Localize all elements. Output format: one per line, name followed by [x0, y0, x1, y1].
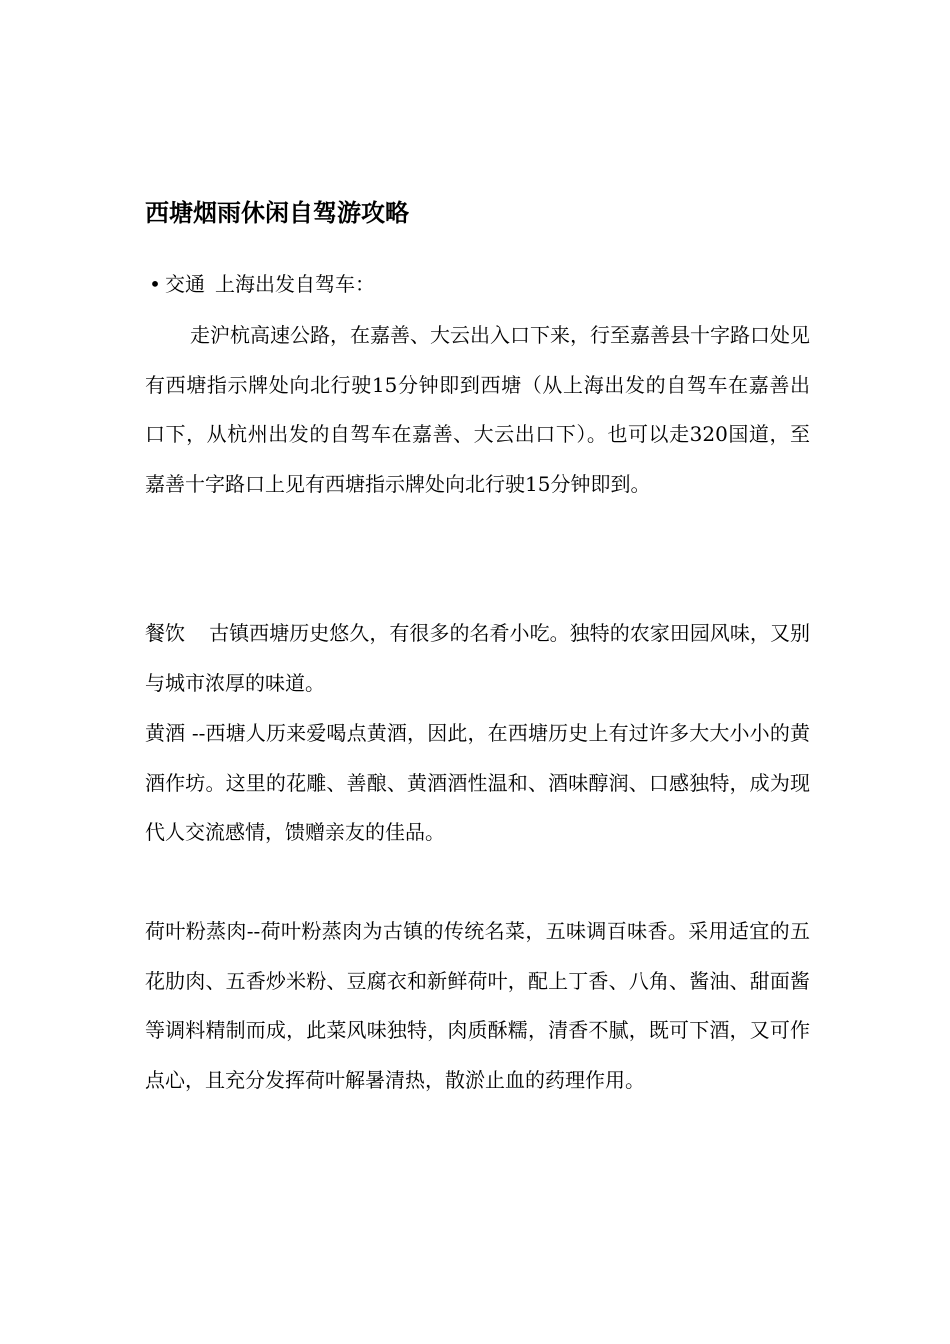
transport-paragraph: 走沪杭高速公路，在嘉善、大云出入口下来，行至嘉善县十字路口处见有西塘指示牌处向北行驶15分钟即到西塘（从上海出发的自驾车在嘉善出口下，从杭州出发的自驾车在嘉善、大云出口下）。也可以走320国道，至嘉善十字路口上见有西塘指示牌处向北行驶15分钟即到。 [145, 323, 810, 496]
transport-heading-line [145, 260, 810, 310]
transport-heading: 交通 [165, 272, 205, 296]
dining-heading: 餐饮 [145, 621, 186, 645]
pork-paragraph: 荷叶粉蒸肉--荷叶粉蒸肉为古镇的传统名菜，五味调百味香。采用适宜的五花肋肉、五香炒米粉、豆腐衣和新鲜荷叶，配上丁香、八角、酱油、甜面酱等调料精制而成，此菜风味独特，肉质酥糯，清香不腻，既可下酒，又可作点心，且充分发挥荷叶解暑清热，散淤止血的药理作用。 [145, 919, 810, 1092]
dining-paragraph [145, 609, 810, 708]
bullet-icon: • [149, 272, 161, 296]
wine-paragraph: 黄酒 --西塘人历来爱喝点黄酒，因此，在西塘历史上有过许多大大小小的黄酒作坊。这里的花雕、善酿、黄酒酒性温和、酒味醇润、口感独特，成为现代人交流感情，馈赠亲友的佳品。 [145, 721, 810, 844]
dining-body: 古镇西塘历史悠久，有很多的名肴小吃。独特的农家田园风味，又别与城市浓厚的味道。 [145, 621, 810, 695]
document-title: 西塘烟雨休闲自驾游攻略 [145, 199, 409, 227]
transport-subheading: 上海出发自驾车： [215, 272, 375, 296]
